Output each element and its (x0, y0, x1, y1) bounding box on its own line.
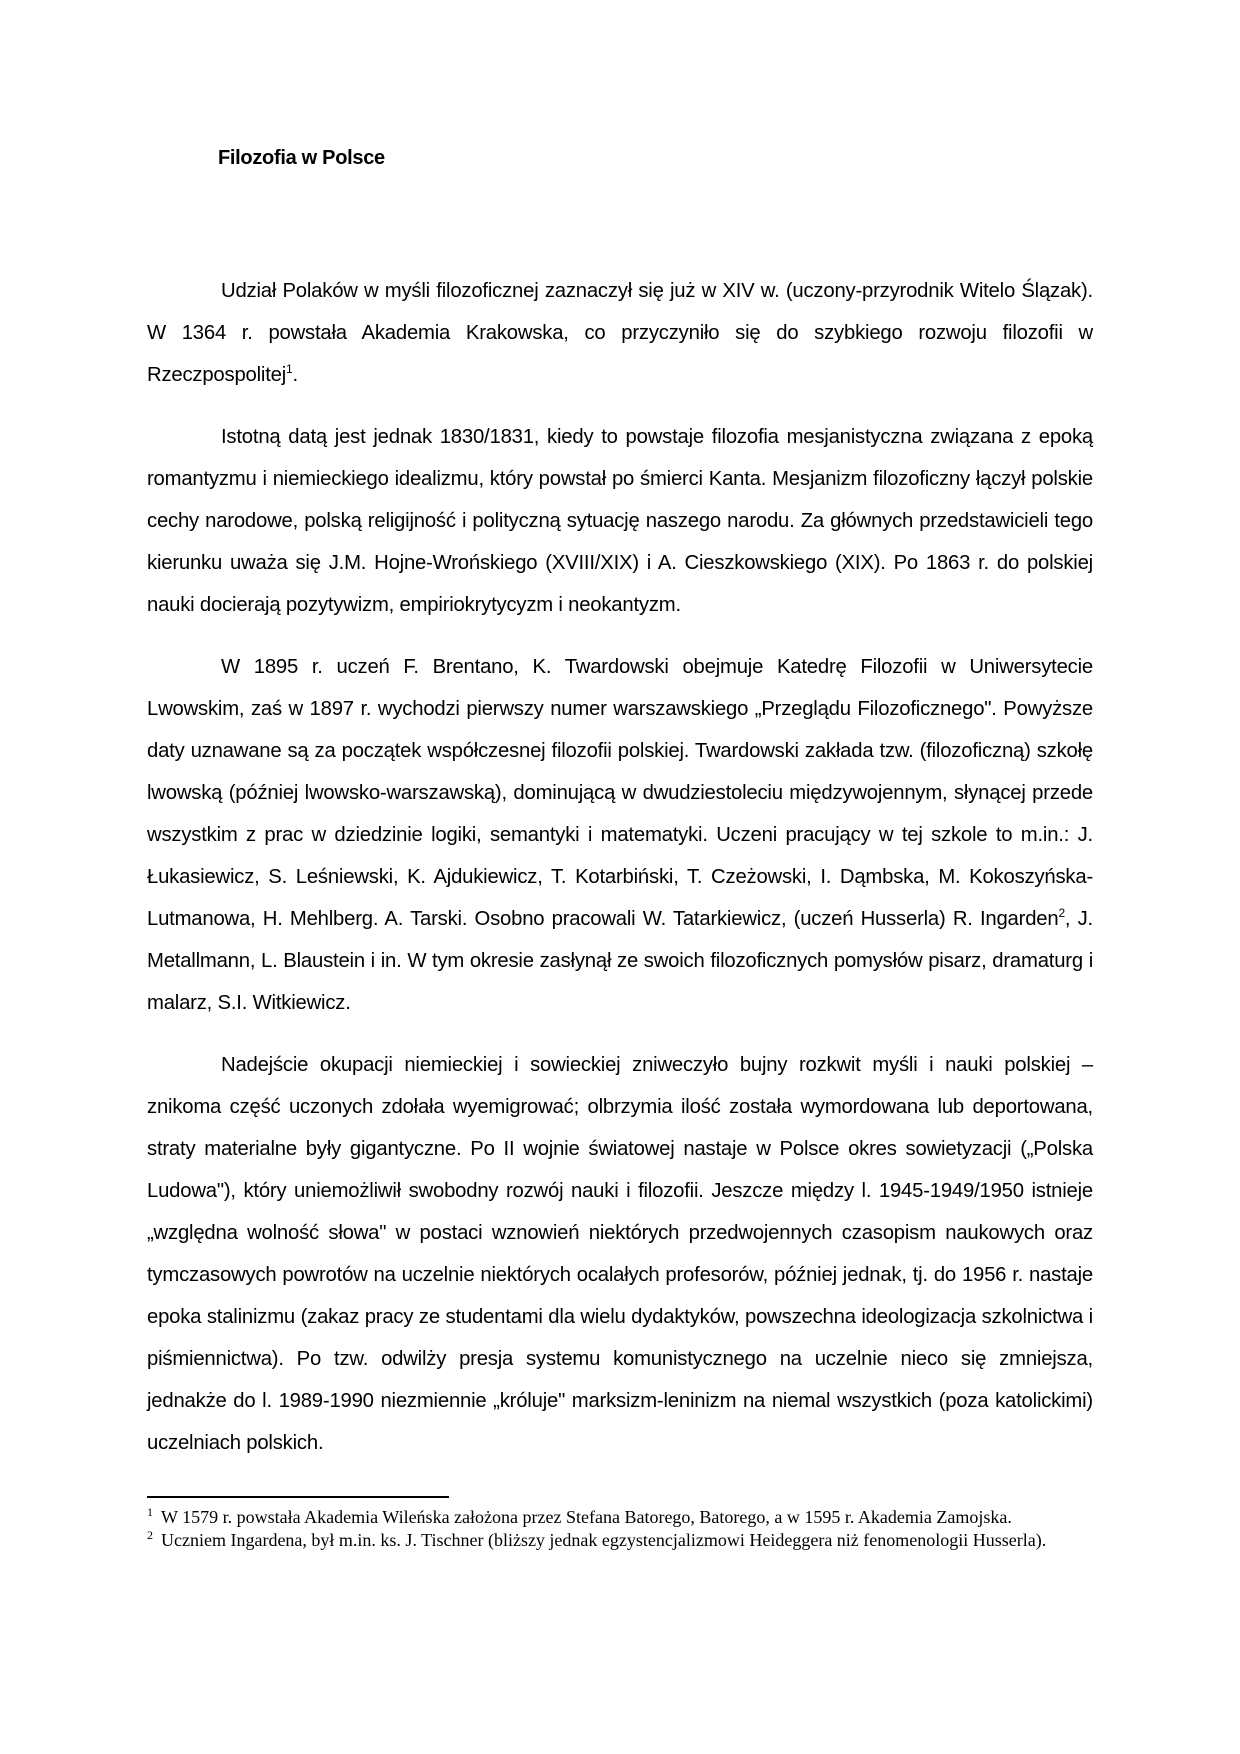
footnote-separator (147, 1496, 449, 1498)
footnote-mark: 1 (147, 1505, 153, 1519)
footnote-mark: 2 (147, 1528, 153, 1542)
paragraph-text: W 1895 r. uczeń F. Brentano, K. Twardowski obejmuje Katedrę Filozofii w Uniwersytecie Lwowskim, zaś w 1897 r. wychodzi pierwszy numer warszawskiego „Przeglądu Filozoficznego". Powyższe daty uznawane są za początek współczesnej filozofii polskiej. Twardowski zakłada tzw. (filozoficzną) szkołę lwowską (później lwowsko-warszawską), dominującą w dwudziestoleciu międzywojennym, słynącej przede wszystkim z prac w dziedzinie logiki, semantyki i matematyki. Uczeni pracujący w tej szkole to m.in.: J. Łukasiewicz, S. Leśniewski, K. Ajdukiewicz, T. Kotarbiński, T. Czeżowski, I. Dąmbska, M. Kokoszyńska-Lutmanowa, H. Mehlberg. A. Tarski. Osobno pracowali W. Tatarkiewicz, (uczeń Husserla) R. Ingarden (147, 656, 1093, 930)
paragraph-2 (147, 416, 1093, 626)
paragraph-text: Nadejście okupacji niemieckiej i sowieckiej zniweczyło bujny rozkwit myśli i nauki polskiej – znikoma część uczonych zdołała wyemigrować; olbrzymia ilość została wymordowana lub deportowana, straty materialne były gigantyczne. Po II wojnie światowej nastaje w Polsce okres sowietyzacji („Polska Ludowa"), który uniemożliwił swobodny rozwój nauki i filozofii. Jeszcze między l. 1945-1949/1950 istnieje „względna wolność słowa" w postaci wznowień niektórych przedwojennych czasopism naukowych oraz tymczasowych powrotów na uczelnie niektórych ocalałych profesorów, później jednak, tj. do 1956 r. nastaje epoka stalinizmu (zakaz pracy ze studentami dla wielu dydaktyków, powszechna ideologizacja szkolnictwa i piśmiennictwa). Po tzw. odwilży presja systemu komunistycznego na uczelnie nieco się zmniejsza, jednakże do l. 1989-1990 niezmiennie „króluje" marksizm-leninizm na niemal wszystkich (poza katolickimi) uczelniach polskich. (147, 1054, 1093, 1454)
footnote-2 (147, 1529, 1093, 1552)
footnotes (147, 1506, 1093, 1552)
footnote-text: W 1579 r. powstała Akademia Wileńska założona przez Stefana Batorego, Batorego, a w 1595 r. Akademia Zamojska. (161, 1507, 1012, 1527)
paragraph-text-tail: , J. Metallmann, L. Blaustein i in. W tym okresie zasłynął ze swoich filozoficznych pomysłów pisarz, dramaturg i malarz, S.I. Witkiewicz. (147, 908, 1093, 1014)
footnote-text: Uczniem Ingardena, był m.in. ks. J. Tischner (bliższy jednak egzystencjalizmowi Heideggera niż fenomenologii Husserla). (161, 1530, 1047, 1550)
page-title: Filozofia w Polsce (218, 147, 385, 169)
paragraph-3 (147, 646, 1093, 1024)
body-text (147, 270, 1093, 1484)
paragraph-text-tail: . (292, 364, 298, 386)
footnote-reference-1[interactable]: 1 (286, 362, 293, 377)
paragraph-text: Udział Polaków w myśli filozoficznej zaznaczył się już w XIV w. (uczony-przyrodnik Witelo Ślązak). W 1364 r. powstała Akademia Krakowska, co przyczyniło się do szybkiego rozwoju filozofii w Rzeczpospolitej (147, 280, 1093, 386)
paragraph-1 (147, 270, 1093, 396)
paragraph-4 (147, 1044, 1093, 1464)
footnote-1 (147, 1506, 1093, 1529)
paragraph-text: Istotną datą jest jednak 1830/1831, kiedy to powstaje filozofia mesjanistyczna związana z epoką romantyzmu i niemieckiego idealizmu, który powstał po śmierci Kanta. Mesjanizm filozoficzny łączył polskie cechy narodowe, polską religijność i polityczną sytuację naszego narodu. Za głównych przedstawicieli tego kierunku uważa się J.M. Hojne-Wrońskiego (XVIII/XIX) i A. Cieszkowskiego (XIX). Po 1863 r. do polskiej nauki docierają pozytywizm, empiriokrytycyzm i neokantyzm. (147, 426, 1093, 616)
footnote-reference-2[interactable]: 2 (1058, 906, 1065, 921)
